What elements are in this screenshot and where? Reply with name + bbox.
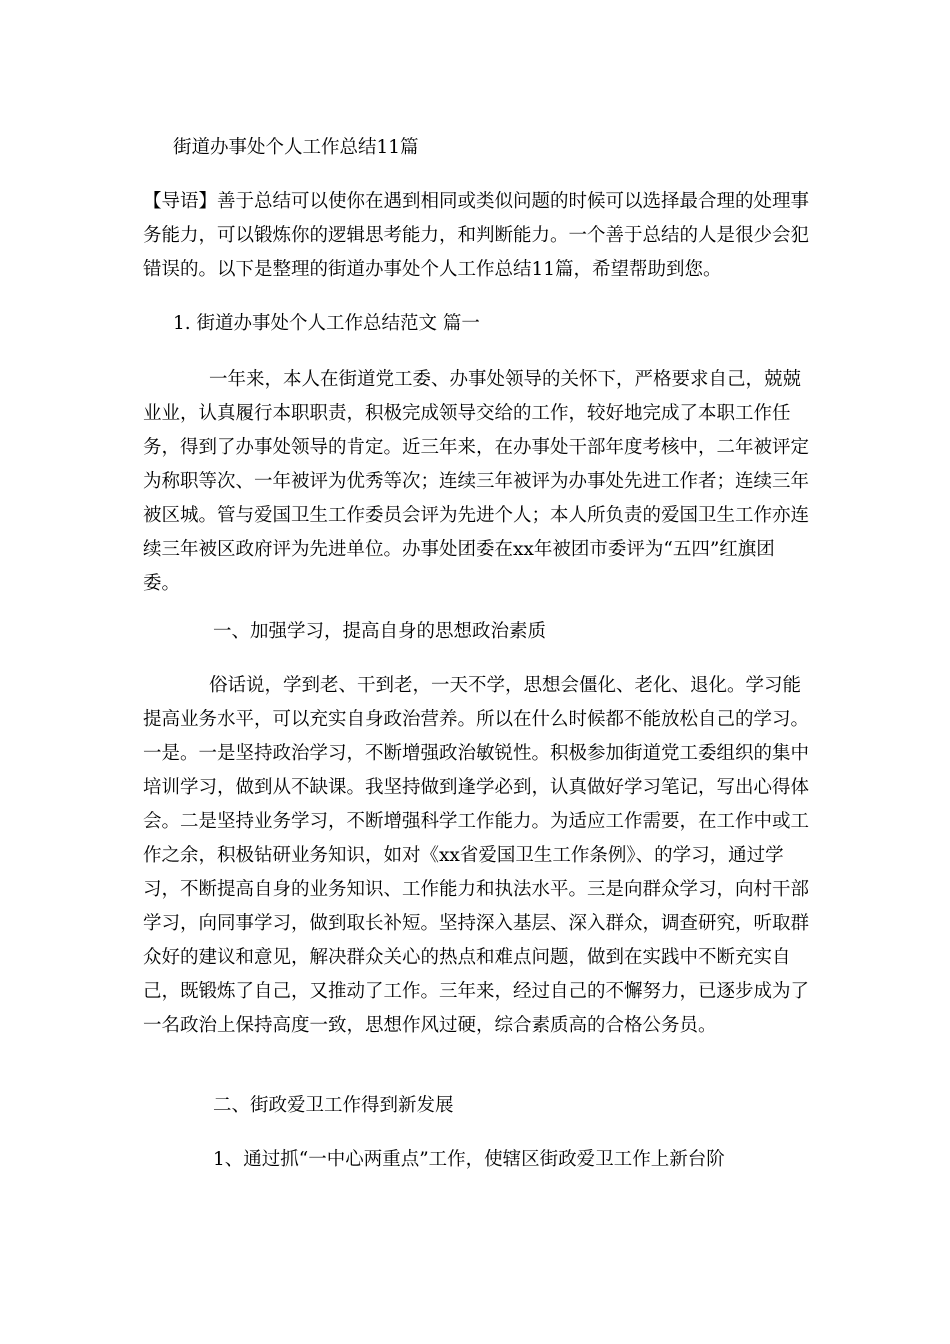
body-paragraph-1: 一年来，本人在街道党工委、办事处领导的关怀下，严格要求自己，兢兢业业，认真履行本职职责，积极完成领导交给的工作，较好地完成了本职工作任务，得到了办事处领导的肯定。近三年来，在办事处干部年度考核中，二年被评定为称职等次、一年被评为优秀等次；连续三年被评为办事处先进工作者；连续三年被区城。管与爱国卫生工作委员会评为先进个人；本人所负责的爱国卫生工作亦连续三年被区政府评为先进单位。办事处团委在xx年被团市委评为“五四”红旗团委。 <box>143 369 810 594</box>
document-title: 街道办事处个人工作总结11篇 <box>173 137 419 158</box>
section-heading-1: 1. 街道办事处个人工作总结范文 篇一 <box>173 313 480 334</box>
intro-paragraph: 【导语】善于总结可以使你在遇到相同或类似问题的时候可以选择最合理的处理事务能力，可以锻炼你的逻辑思考能力，和判断能力。一个善于总结的人是很少会犯错误的。以下是整理的街道办事处个人工作总结11篇，希望帮助到您。 <box>143 191 810 280</box>
heading-strengthen-study: 一、加强学习，提高自身的思想政治素质 <box>213 621 547 642</box>
body-paragraph-2: 俗话说，学到老、干到老，一天不学，思想会僵化、老化、退化。学习能提高业务水平，可以充实自身政治营养。所以在什么时候都不能放松自己的学习。一是。一是坚持政治学习，不断增强政治敏锐性。积极参加街道党工委组织的集中培训学习，做到从不缺课。我坚持做到逢学必到，认真做好学习笔记，写出心得体会。二是坚持业务学习，不断增强科学工作能力。为适应工作需要，在工作中或工作之余，积极钻研业务知识，如对《xx省爱国卫生工作条例》、的学习，通过学习，不断提高自身的业务知识、工作能力和执法水平。三是向群众学习，向村干部学习，向同事学习，做到取长补短。坚持深入基层、深入群众，调查研究，听取群众好的建议和意见，解决群众关心的热点和难点问题，做到在实践中不断充实自己，既锻炼了自己，又推动了工作。三年来，经过自己的不懈努力，已逐步成为了一名政治上保持高度一致，思想作风过硬，综合素质高的合格公务员。 <box>143 675 810 1036</box>
subheading-one-center: 1、通过抓“一中心两重点”工作，使辖区街政爱卫工作上新台阶 <box>213 1149 725 1170</box>
heading-street-hygiene: 二、街政爱卫工作得到新发展 <box>213 1095 454 1116</box>
